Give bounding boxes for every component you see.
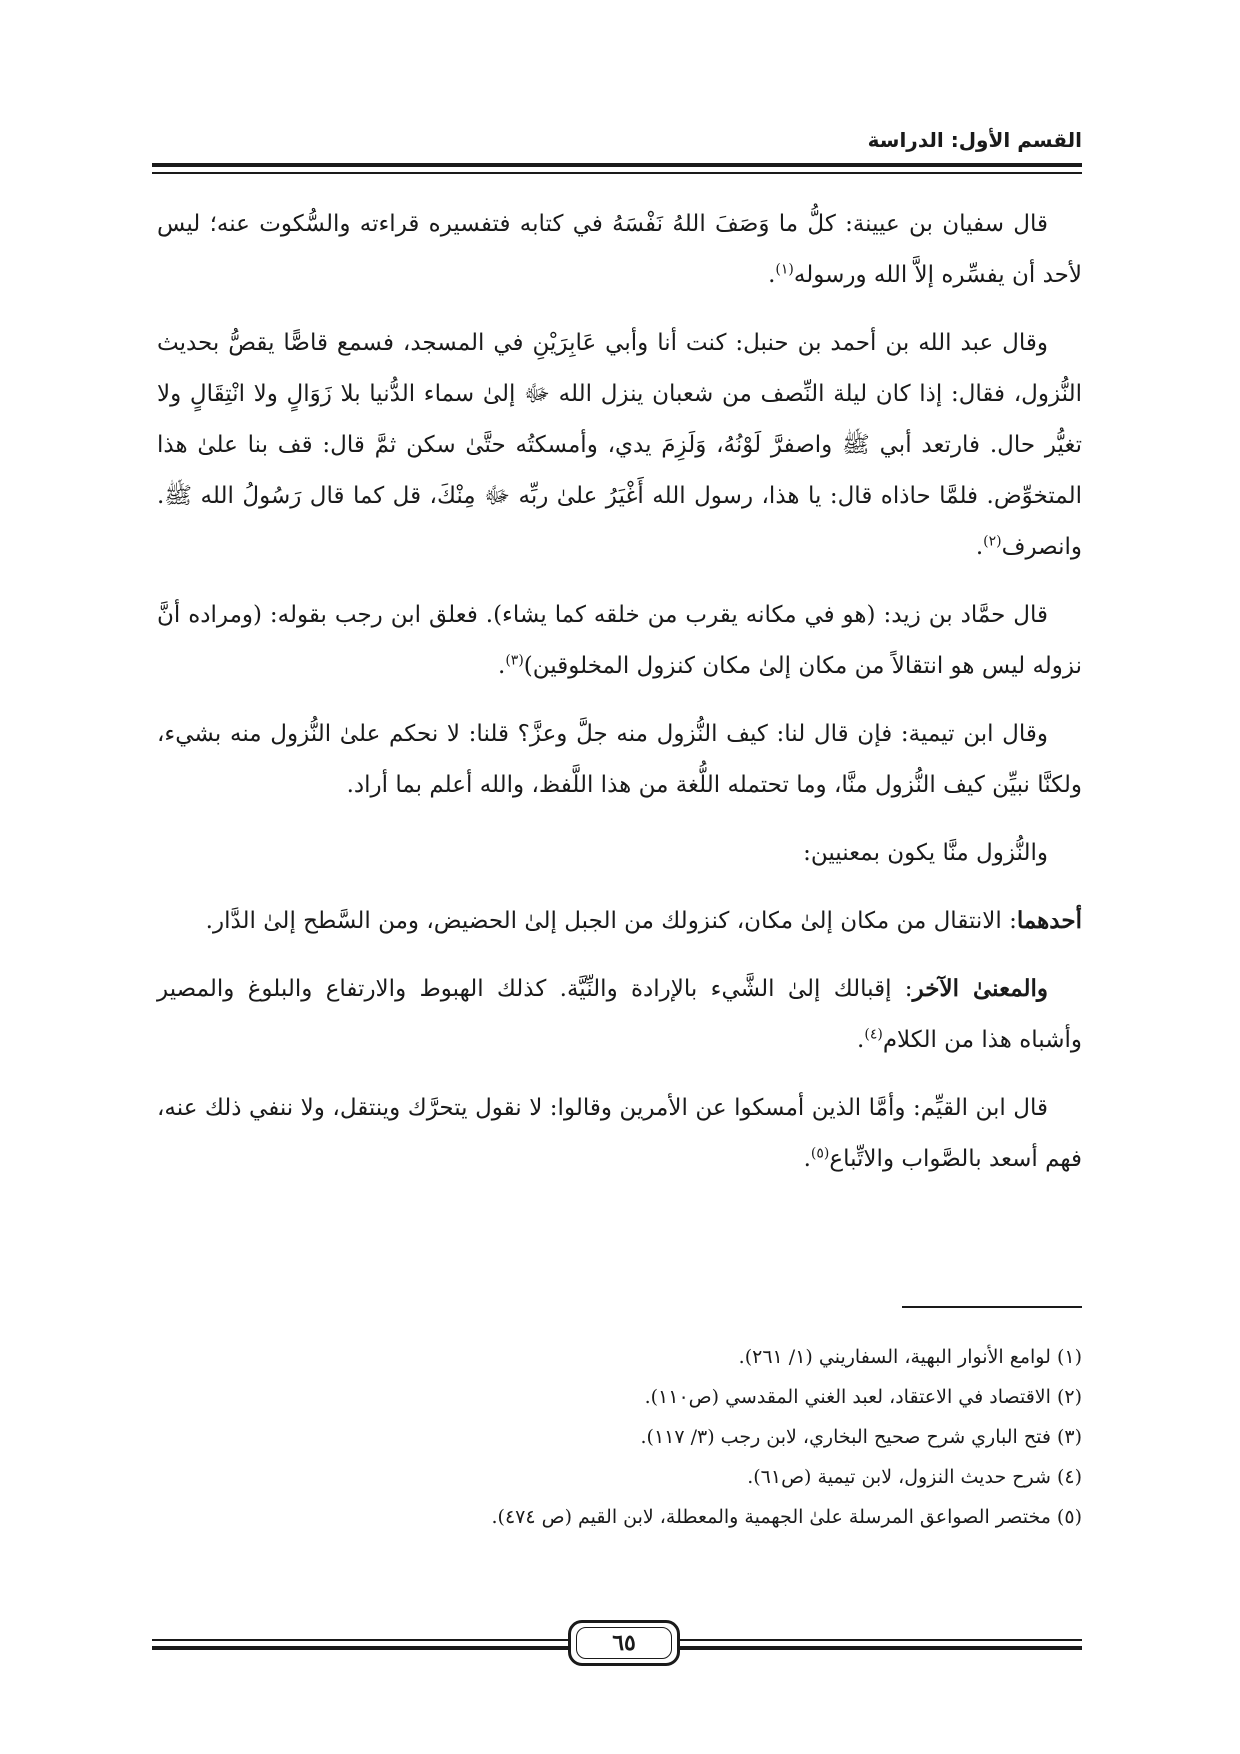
- paragraph: [157, 895, 1082, 947]
- paragraph-text: قال سفيان بن عيينة: كلُّ ما وَصَفَ اللهُ نَفْسَهُ في كتابه فتفسيره قراءته والسُّكوت عنه؛ ليس لأحد أن يفسِّره إلاَّ الله ورسوله: [157, 211, 1082, 288]
- paragraph-text: : إقبالك إلىٰ الشَّيء بالإرادة والنِّيَّة. كذلك الهبوط والارتفاع والبلوغ والمصير وأشباه هذا من الكلام: [157, 976, 1082, 1053]
- paragraph: [157, 317, 1082, 573]
- page-number: ٦٥: [612, 1630, 636, 1656]
- footnote-ref[interactable]: (١): [775, 261, 794, 278]
- footnote-separator: [902, 1306, 1082, 1308]
- main-text: [157, 198, 1082, 1201]
- paragraph-text: وقال ابن تيمية: فإن قال لنا: كيف النُّزول منه جلَّ وعزَّ؟ قلنا: لا نحكم علىٰ النُّزول منه بشيء، ولكنَّا نبيِّن كيف النُّزول منَّا، وما تحتمله اللُّغة من هذا اللَّفظ، والله أعلم بما أراد.: [157, 721, 1082, 798]
- paragraph-end: .: [857, 1027, 865, 1053]
- paragraph-lead: أحدهما: [1016, 907, 1082, 934]
- footnote: (٣) فتح الباري شرح صحيح البخاري، لابن رجب (٣/ ١١٧).: [640, 1426, 1082, 1448]
- paragraph: [157, 589, 1082, 692]
- footnote-ref[interactable]: (٢): [983, 533, 1002, 550]
- footer-rule: [680, 1646, 1082, 1650]
- paragraph-end: .: [803, 1146, 811, 1172]
- paragraph-end: .: [768, 262, 776, 288]
- paragraph-lead: والمعنىٰ الآخر: [912, 975, 1049, 1002]
- footer-rule: [680, 1639, 1082, 1641]
- paragraph-text: قال ابن القيِّم: وأمَّا الذين أمسكوا عن الأمرين وقالوا: لا نقول يتحرَّك وينتقل، ولا ننفي ذلك عنه، فهم أسعد بالصَّواب والاتِّباع: [157, 1095, 1082, 1172]
- footer-rule: [152, 1646, 570, 1650]
- page-number-frame: [568, 1620, 680, 1666]
- paragraph: [157, 708, 1082, 811]
- footnote: (١) لوامع الأنوار البهية، السفاريني (١/ ٢٦١).: [738, 1346, 1082, 1368]
- paragraph-text: والنُّزول منَّا يكون بمعنيين:: [803, 840, 1048, 866]
- paragraph-end: .: [975, 534, 984, 560]
- footnotes: [157, 1337, 1082, 1537]
- footnote-ref[interactable]: (٥): [810, 1145, 830, 1162]
- footnote-ref[interactable]: (٣): [505, 652, 524, 669]
- paragraph: [157, 963, 1082, 1066]
- running-header: القسم الأول: الدراسة: [867, 128, 1082, 152]
- paragraph-text: وقال عبد الله بن أحمد بن حنبل: كنت أنا وأبي عَابِرَيْنِ في المسجد، فسمع قاصًّا يقصُّ بحديث النُّزول، فقال: إذا كان ليلة النِّصف من شعبان ينزل الله ﷻ إلىٰ سماء الدُّنيا بلا زَوَالٍ ولا انْتِقَالٍ ولا تغيُّر حال. فارتعد أبي ﷺ واصفرَّ لَوْنُهُ، وَلَزِمَ يدي، وأمسكتُه حتَّىٰ سكن ثمَّ قال: قف بنا علىٰ هذا المتخوِّض. فلمَّا حاذاه قال: يا هذا، رسول الله أَغْيَرُ علىٰ ربِّه ﷻ مِنْكَ، قل كما قال رَسُولُ الله ﷺ. وانصرف: [157, 330, 1082, 560]
- footnote: (٥) مختصر الصواعق المرسلة علىٰ الجهمية والمعطلة، لابن القيم (ص ٤٧٤).: [491, 1506, 1082, 1528]
- paragraph: [157, 827, 1082, 879]
- footnote: (٢) الاقتصاد في الاعتقاد، لعبد الغني المقدسي (ص١١٠).: [644, 1386, 1082, 1408]
- paragraph-text: قال حمَّاد بن زيد: (هو في مكانه يقرب من خلقه كما يشاء). فعلق ابن رجب بقوله: (ومراده أنَّ نزوله ليس هو انتقالاً من مكان إلىٰ مكان كنزول المخلوقين): [157, 602, 1082, 679]
- header-rule-thin: [152, 172, 1082, 174]
- paragraph-text: : الانتقال من مكان إلىٰ مكان، كنزولك من الجبل إلىٰ الحضيض، ومن السَّطح إلىٰ الدَّار.: [205, 908, 1017, 934]
- footnote: (٤) شرح حديث النزول، لابن تيمية (ص٦١).: [747, 1466, 1082, 1488]
- header-rule-thick: [152, 163, 1082, 167]
- paragraph: [157, 198, 1082, 301]
- paragraph-end: .: [498, 653, 506, 679]
- paragraph: [157, 1082, 1082, 1185]
- footnote-ref[interactable]: (٤): [864, 1026, 883, 1043]
- footer-rule: [152, 1639, 570, 1641]
